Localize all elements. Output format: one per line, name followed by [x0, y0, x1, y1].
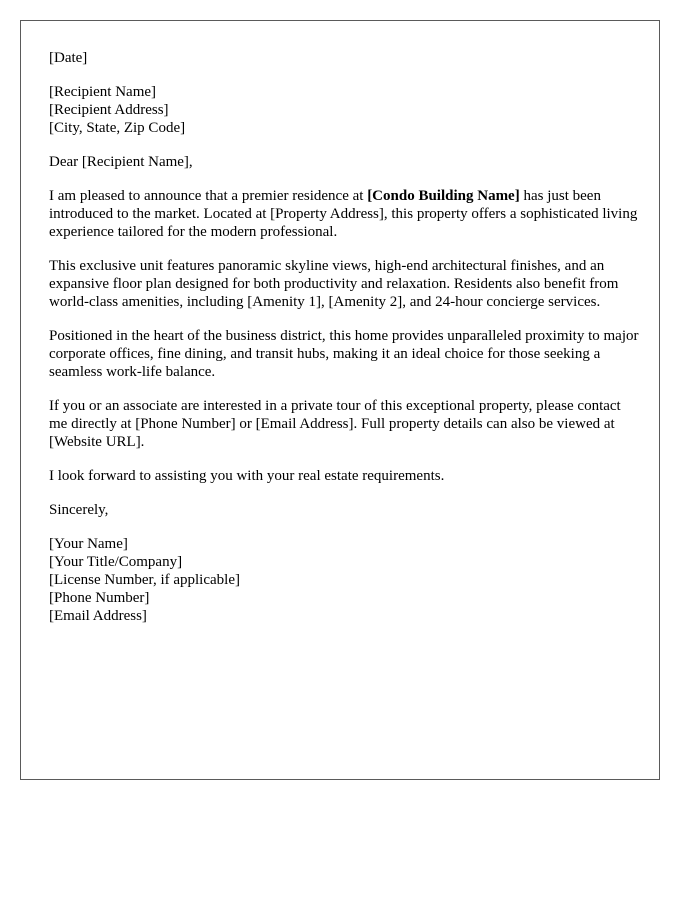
paragraph-announcement-after: has just been introduced to the market. Located at [Property Address], this property offers a sophisticated living experience tailored for the modern professional.	[49, 188, 638, 240]
paragraph-location: Positioned in the heart of the business district, this home provides unparalleled proximity to major corporate offices, fine dining, and transit hubs, making it an ideal choice for those seeking a seamless work-life balance.	[49, 328, 639, 380]
recipient-city-state-zip: [City, State, Zip Code]	[49, 120, 186, 136]
building-name: [Condo Building Name]	[367, 188, 520, 204]
signature-block	[49, 535, 639, 625]
signature-license: [License Number, if applicable]	[49, 572, 240, 588]
letter-body	[49, 49, 639, 641]
paragraph-closing-remark: I look forward to assisting you with your real estate requirements.	[49, 468, 445, 484]
letter-page	[20, 20, 660, 780]
signature-name: [Your Name]	[49, 536, 128, 552]
salutation: Dear [Recipient Name],	[49, 154, 193, 170]
paragraph-announcement-before: I am pleased to announce that a premier residence at	[49, 188, 368, 204]
signature-phone: [Phone Number]	[49, 590, 150, 606]
closing: Sincerely,	[49, 502, 109, 518]
recipient-block	[49, 83, 639, 137]
recipient-address: [Recipient Address]	[49, 102, 169, 118]
paragraph-contact: If you or an associate are interested in a private tour of this exceptional property, please contact me directly at [Phone Number] or [Email Address]. Full property details can also be viewed at [Website URL].	[49, 398, 621, 450]
signature-title-company: [Your Title/Company]	[49, 554, 183, 570]
recipient-name: [Recipient Name]	[49, 84, 157, 100]
signature-email: [Email Address]	[49, 608, 147, 624]
paragraph-announcement	[49, 187, 639, 241]
date-text: [Date]	[49, 50, 88, 66]
paragraph-features: This exclusive unit features panoramic skyline views, high-end architectural finishes, and an expansive floor plan designed for both productivity and relaxation. Residents also benefit from world-class amenities, including [Amenity 1], [Amenity 2], and 24-hour concierge services.	[49, 258, 619, 310]
letter-date	[49, 49, 639, 67]
